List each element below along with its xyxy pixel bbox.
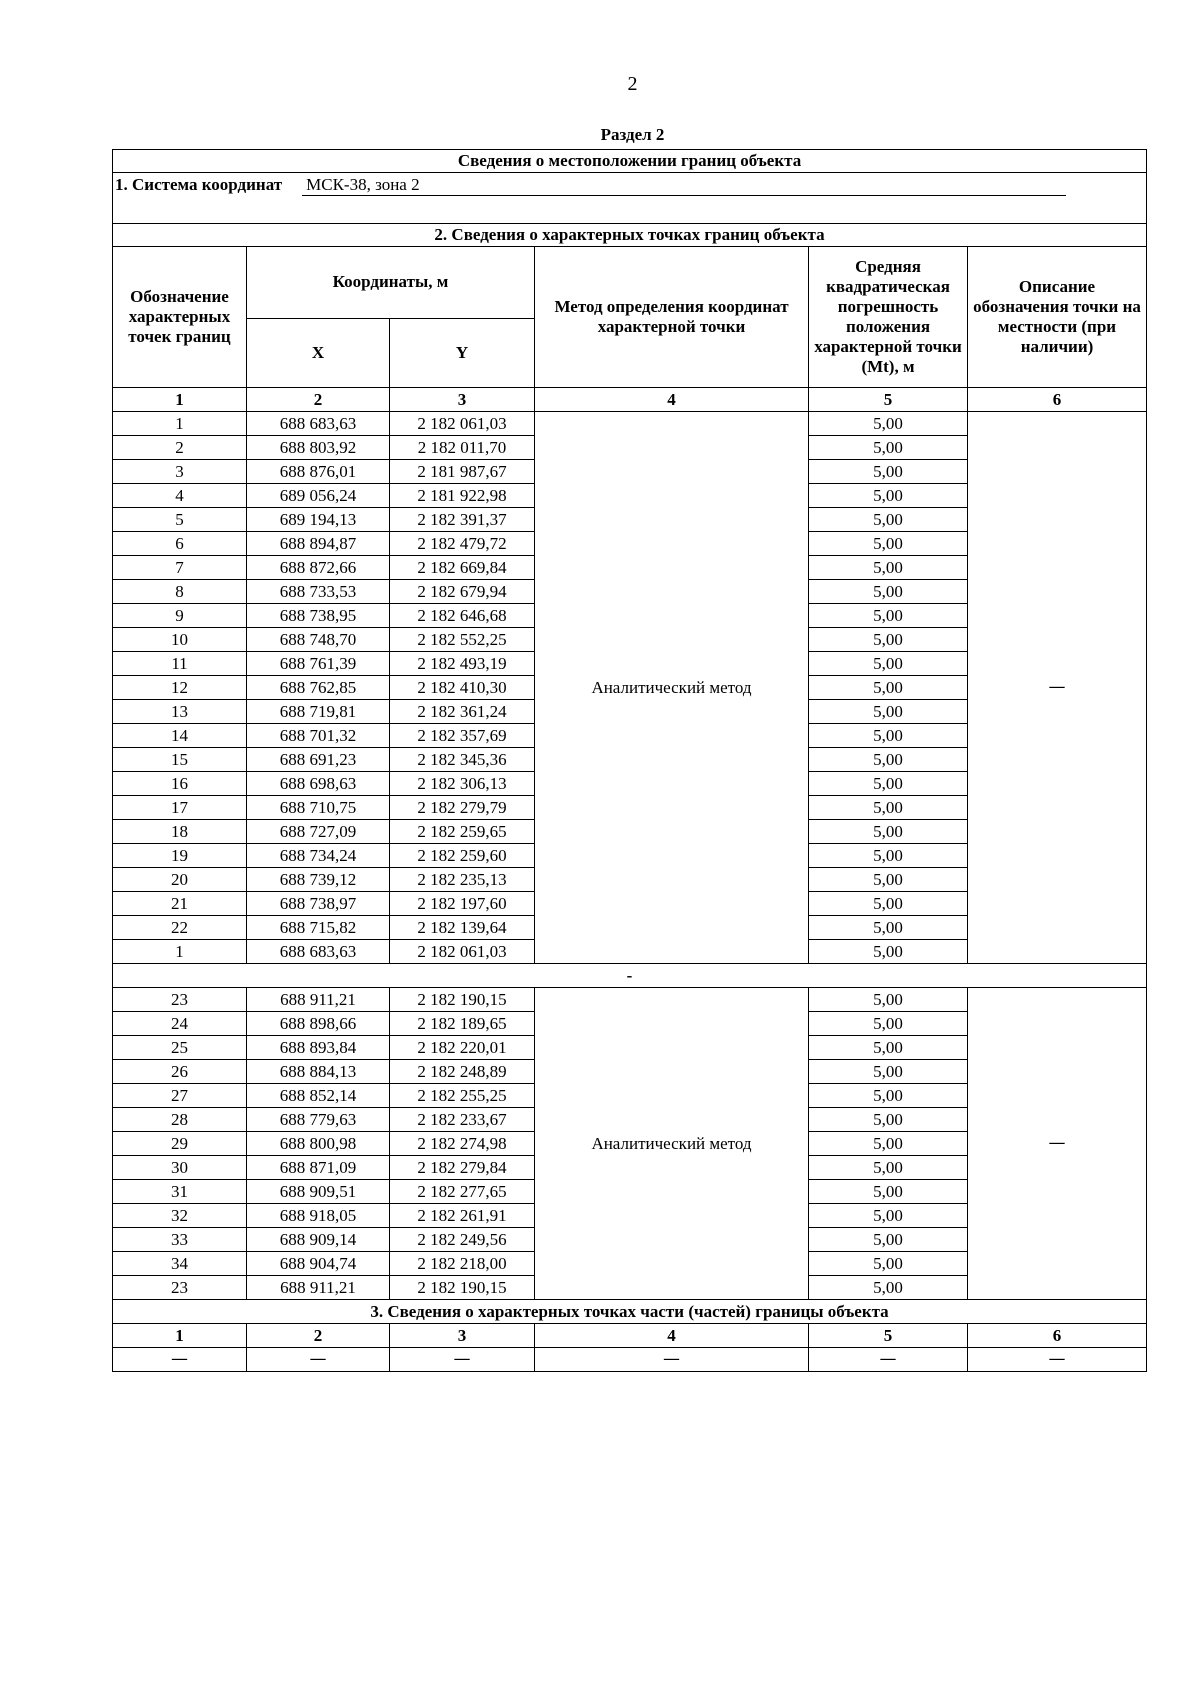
empty-cell: — bbox=[390, 1348, 535, 1372]
coord-y: 2 182 139,64 bbox=[390, 916, 535, 940]
error-value: 5,00 bbox=[809, 1060, 968, 1084]
error-value: 5,00 bbox=[809, 604, 968, 628]
coord-x: 688 762,85 bbox=[247, 676, 390, 700]
coord-x: 688 761,39 bbox=[247, 652, 390, 676]
separator-row bbox=[113, 964, 1147, 988]
point-number: 30 bbox=[113, 1156, 247, 1180]
header-point-designation: Обозначение характерных точек границ bbox=[113, 247, 247, 388]
part-column-numbers-row bbox=[113, 1324, 1147, 1348]
description-cell: — bbox=[968, 988, 1147, 1300]
error-value: 5,00 bbox=[809, 508, 968, 532]
description-cell: — bbox=[968, 412, 1147, 964]
point-number: 2 bbox=[113, 436, 247, 460]
coord-y: 2 182 493,19 bbox=[390, 652, 535, 676]
error-value: 5,00 bbox=[809, 436, 968, 460]
point-number: 11 bbox=[113, 652, 247, 676]
coord-x: 689 194,13 bbox=[247, 508, 390, 532]
coord-x: 688 876,01 bbox=[247, 460, 390, 484]
column-numbers-row bbox=[113, 388, 1147, 412]
coord-y: 2 182 679,94 bbox=[390, 580, 535, 604]
coord-x: 688 738,97 bbox=[247, 892, 390, 916]
boundary-table bbox=[112, 149, 1147, 1372]
point-number: 25 bbox=[113, 1036, 247, 1060]
method-cell: Аналитический метод bbox=[535, 412, 809, 964]
coord-x: 688 852,14 bbox=[247, 1084, 390, 1108]
col-number: 2 bbox=[247, 1324, 390, 1348]
coord-x: 688 872,66 bbox=[247, 556, 390, 580]
part-empty-row bbox=[113, 1348, 1147, 1372]
point-number: 19 bbox=[113, 844, 247, 868]
error-value: 5,00 bbox=[809, 748, 968, 772]
point-number: 34 bbox=[113, 1252, 247, 1276]
error-value: 5,00 bbox=[809, 1228, 968, 1252]
empty-cell: — bbox=[968, 1348, 1147, 1372]
error-value: 5,00 bbox=[809, 940, 968, 964]
point-number: 22 bbox=[113, 916, 247, 940]
coord-x: 688 710,75 bbox=[247, 796, 390, 820]
coord-x: 688 894,87 bbox=[247, 532, 390, 556]
point-number: 23 bbox=[113, 1276, 247, 1300]
coord-y: 2 182 261,91 bbox=[390, 1204, 535, 1228]
coord-y: 2 182 552,25 bbox=[390, 628, 535, 652]
coord-x: 688 800,98 bbox=[247, 1132, 390, 1156]
coord-y: 2 182 274,98 bbox=[390, 1132, 535, 1156]
point-number: 9 bbox=[113, 604, 247, 628]
coord-x: 688 727,09 bbox=[247, 820, 390, 844]
part-section-heading-row bbox=[113, 1300, 1147, 1324]
error-value: 5,00 bbox=[809, 988, 968, 1012]
header-method: Метод определения координат характерной точки bbox=[535, 247, 809, 388]
coord-y: 2 182 646,68 bbox=[390, 604, 535, 628]
coord-y: 2 182 197,60 bbox=[390, 892, 535, 916]
coord-y: 2 182 220,01 bbox=[390, 1036, 535, 1060]
coord-x: 688 779,63 bbox=[247, 1108, 390, 1132]
error-value: 5,00 bbox=[809, 724, 968, 748]
coord-y: 2 182 410,30 bbox=[390, 676, 535, 700]
coord-x: 688 884,13 bbox=[247, 1060, 390, 1084]
coord-x: 688 683,63 bbox=[247, 412, 390, 436]
col-number: 3 bbox=[390, 1324, 535, 1348]
error-value: 5,00 bbox=[809, 1204, 968, 1228]
error-value: 5,00 bbox=[809, 868, 968, 892]
error-value: 5,00 bbox=[809, 1036, 968, 1060]
coord-system-row bbox=[113, 173, 1147, 198]
page-number: 2 bbox=[627, 73, 638, 95]
error-value: 5,00 bbox=[809, 1156, 968, 1180]
error-value: 5,00 bbox=[809, 1252, 968, 1276]
coord-x: 688 733,53 bbox=[247, 580, 390, 604]
point-number: 26 bbox=[113, 1060, 247, 1084]
point-number: 18 bbox=[113, 820, 247, 844]
point-number: 14 bbox=[113, 724, 247, 748]
col-number: 4 bbox=[535, 1324, 809, 1348]
point-number: 31 bbox=[113, 1180, 247, 1204]
coord-y: 2 182 391,37 bbox=[390, 508, 535, 532]
point-number: 5 bbox=[113, 508, 247, 532]
point-number: 33 bbox=[113, 1228, 247, 1252]
coord-y: 2 182 279,79 bbox=[390, 796, 535, 820]
coord-y: 2 182 011,70 bbox=[390, 436, 535, 460]
table-row bbox=[113, 988, 1147, 1012]
coord-x: 688 719,81 bbox=[247, 700, 390, 724]
point-number: 8 bbox=[113, 580, 247, 604]
points-heading: 2. Сведения о характерных точках границ объекта bbox=[113, 224, 1147, 247]
error-value: 5,00 bbox=[809, 772, 968, 796]
coord-y: 2 182 248,89 bbox=[390, 1060, 535, 1084]
error-value: 5,00 bbox=[809, 460, 968, 484]
coord-y: 2 182 277,65 bbox=[390, 1180, 535, 1204]
header-y: Y bbox=[390, 318, 535, 388]
error-value: 5,00 bbox=[809, 820, 968, 844]
col-number: 2 bbox=[247, 388, 390, 412]
error-value: 5,00 bbox=[809, 1084, 968, 1108]
point-number: 17 bbox=[113, 796, 247, 820]
empty-cell: — bbox=[535, 1348, 809, 1372]
coord-y: 2 182 479,72 bbox=[390, 532, 535, 556]
coord-y: 2 182 255,25 bbox=[390, 1084, 535, 1108]
coord-y: 2 182 249,56 bbox=[390, 1228, 535, 1252]
error-value: 5,00 bbox=[809, 892, 968, 916]
point-number: 32 bbox=[113, 1204, 247, 1228]
error-value: 5,00 bbox=[809, 700, 968, 724]
part-section-heading: 3. Сведения о характерных точках части (частей) границы объекта bbox=[113, 1300, 1147, 1324]
coord-x: 689 056,24 bbox=[247, 484, 390, 508]
error-value: 5,00 bbox=[809, 916, 968, 940]
error-value: 5,00 bbox=[809, 580, 968, 604]
col-number: 6 bbox=[968, 1324, 1147, 1348]
header-description: Описание обозначения точки на местности (при наличии) bbox=[968, 247, 1147, 388]
coord-y: 2 182 361,24 bbox=[390, 700, 535, 724]
point-number: 15 bbox=[113, 748, 247, 772]
point-number: 27 bbox=[113, 1084, 247, 1108]
error-value: 5,00 bbox=[809, 532, 968, 556]
section-heading: Сведения о местоположении границ объекта bbox=[113, 150, 1147, 173]
point-number: 7 bbox=[113, 556, 247, 580]
empty-cell: — bbox=[809, 1348, 968, 1372]
point-number: 1 bbox=[113, 940, 247, 964]
coord-y: 2 182 357,69 bbox=[390, 724, 535, 748]
error-value: 5,00 bbox=[809, 412, 968, 436]
error-value: 5,00 bbox=[809, 676, 968, 700]
coord-y: 2 182 259,60 bbox=[390, 844, 535, 868]
error-value: 5,00 bbox=[809, 1108, 968, 1132]
coord-x: 688 701,32 bbox=[247, 724, 390, 748]
point-number: 16 bbox=[113, 772, 247, 796]
point-number: 1 bbox=[113, 412, 247, 436]
col-number: 5 bbox=[809, 388, 968, 412]
coord-x: 688 909,51 bbox=[247, 1180, 390, 1204]
coord-y: 2 182 345,36 bbox=[390, 748, 535, 772]
point-number: 28 bbox=[113, 1108, 247, 1132]
coord-x: 688 803,92 bbox=[247, 436, 390, 460]
point-number: 10 bbox=[113, 628, 247, 652]
coord-y: 2 182 259,65 bbox=[390, 820, 535, 844]
error-value: 5,00 bbox=[809, 1132, 968, 1156]
coord-x: 688 748,70 bbox=[247, 628, 390, 652]
coord-y: 2 182 061,03 bbox=[390, 940, 535, 964]
point-number: 6 bbox=[113, 532, 247, 556]
point-number: 13 bbox=[113, 700, 247, 724]
empty-cell: — bbox=[247, 1348, 390, 1372]
col-number: 1 bbox=[113, 388, 247, 412]
empty-cell: — bbox=[113, 1348, 247, 1372]
error-value: 5,00 bbox=[809, 796, 968, 820]
spacer bbox=[113, 197, 1147, 224]
col-number: 6 bbox=[968, 388, 1147, 412]
error-value: 5,00 bbox=[809, 1276, 968, 1300]
coord-x: 688 691,23 bbox=[247, 748, 390, 772]
coord-y: 2 182 190,15 bbox=[390, 1276, 535, 1300]
coord-y: 2 181 987,67 bbox=[390, 460, 535, 484]
col-number: 5 bbox=[809, 1324, 968, 1348]
coord-x: 688 734,24 bbox=[247, 844, 390, 868]
error-value: 5,00 bbox=[809, 484, 968, 508]
point-number: 20 bbox=[113, 868, 247, 892]
error-value: 5,00 bbox=[809, 652, 968, 676]
coord-y: 2 182 279,84 bbox=[390, 1156, 535, 1180]
error-value: 5,00 bbox=[809, 1180, 968, 1204]
coord-y: 2 182 669,84 bbox=[390, 556, 535, 580]
error-value: 5,00 bbox=[809, 556, 968, 580]
coord-x: 688 911,21 bbox=[247, 1276, 390, 1300]
error-value: 5,00 bbox=[809, 844, 968, 868]
coord-x: 688 683,63 bbox=[247, 940, 390, 964]
point-number: 29 bbox=[113, 1132, 247, 1156]
point-number: 24 bbox=[113, 1012, 247, 1036]
coord-y: 2 182 218,00 bbox=[390, 1252, 535, 1276]
coord-x: 688 918,05 bbox=[247, 1204, 390, 1228]
separator-cell: - bbox=[113, 964, 1147, 988]
coord-y: 2 181 922,98 bbox=[390, 484, 535, 508]
coord-system-label: 1. Система координат bbox=[115, 174, 283, 194]
col-number: 3 bbox=[390, 388, 535, 412]
coord-x: 688 871,09 bbox=[247, 1156, 390, 1180]
col-number: 4 bbox=[535, 388, 809, 412]
coord-y: 2 182 235,13 bbox=[390, 868, 535, 892]
error-value: 5,00 bbox=[809, 628, 968, 652]
coord-x: 688 738,95 bbox=[247, 604, 390, 628]
coord-x: 688 898,66 bbox=[247, 1012, 390, 1036]
header-coordinates: Координаты, м bbox=[247, 247, 535, 319]
point-number: 12 bbox=[113, 676, 247, 700]
method-cell: Аналитический метод bbox=[535, 988, 809, 1300]
point-number: 23 bbox=[113, 988, 247, 1012]
error-value: 5,00 bbox=[809, 1012, 968, 1036]
coord-x: 688 904,74 bbox=[247, 1252, 390, 1276]
section-title: Раздел 2 bbox=[600, 125, 665, 144]
coord-x: 688 698,63 bbox=[247, 772, 390, 796]
coord-y: 2 182 190,15 bbox=[390, 988, 535, 1012]
header-x: X bbox=[247, 318, 390, 388]
coord-y: 2 182 306,13 bbox=[390, 772, 535, 796]
coord-x: 688 739,12 bbox=[247, 868, 390, 892]
point-number: 3 bbox=[113, 460, 247, 484]
point-number: 21 bbox=[113, 892, 247, 916]
coord-system-value: МСК-38, зона 2 bbox=[302, 175, 1066, 196]
coord-y: 2 182 189,65 bbox=[390, 1012, 535, 1036]
coord-x: 688 909,14 bbox=[247, 1228, 390, 1252]
coord-x: 688 715,82 bbox=[247, 916, 390, 940]
coord-x: 688 893,84 bbox=[247, 1036, 390, 1060]
point-number: 4 bbox=[113, 484, 247, 508]
col-number: 1 bbox=[113, 1324, 247, 1348]
coord-y: 2 182 061,03 bbox=[390, 412, 535, 436]
header-error: Средняя квадратическая погрешность положения характерной точки (Mt), м bbox=[809, 247, 968, 388]
table-row bbox=[113, 412, 1147, 436]
coord-y: 2 182 233,67 bbox=[390, 1108, 535, 1132]
coord-x: 688 911,21 bbox=[247, 988, 390, 1012]
